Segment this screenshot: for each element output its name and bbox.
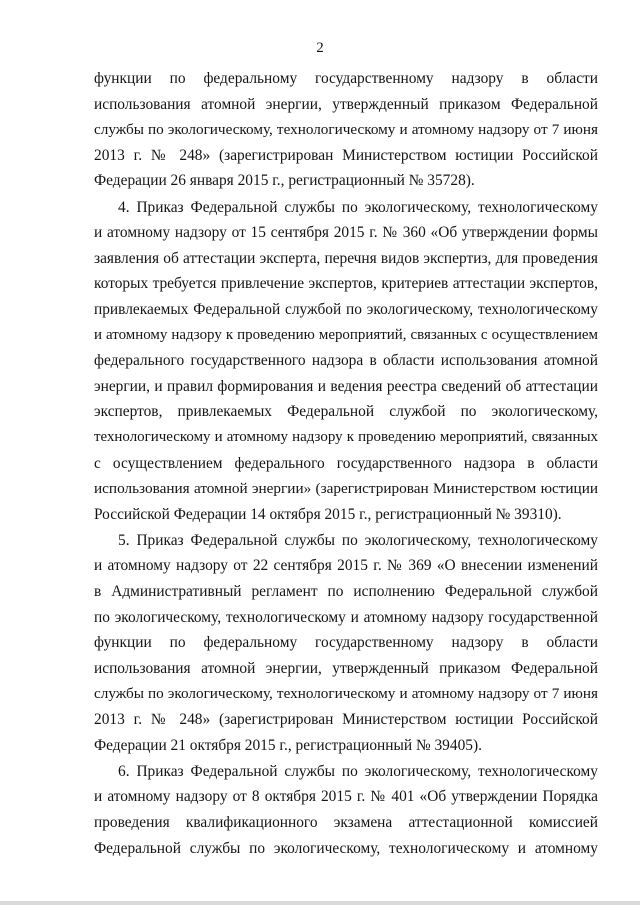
text-line: использования атомной энергии» (зарегистрирован Министерством юстиции xyxy=(94,480,598,498)
paragraph-continuation xyxy=(94,66,598,194)
page-bottom-edge xyxy=(0,901,640,905)
text-line: которых требуется привлечение экспертов, критериев аттестации экспертов, xyxy=(94,275,598,293)
text-line: и атомному надзору к проведению мероприятий, связанных с осуществлением xyxy=(94,326,598,343)
text-line: Федерации 21 октября 2015 г., регистрационный № 39405). xyxy=(94,736,482,754)
text-line: и атомному надзору от 8 октября 2015 г. № 401 «Об утверждении Порядка xyxy=(94,788,598,806)
text-line: федерального государственного надзора в области использования атомной xyxy=(94,352,598,370)
text-line: службы по экологическому, технологическому и атомному надзору от 7 июня xyxy=(94,685,598,703)
paragraph-item-6 xyxy=(94,759,598,861)
text-line: экспертов, привлекаемых Федеральной службой по экологическому, xyxy=(94,403,598,421)
text-line: Российской Федерации 14 октября 2015 г., регистрационный № 39310). xyxy=(94,505,562,523)
text-line: 4. Приказ Федеральной службы по экологическому, технологическому xyxy=(118,198,598,216)
text-line: в Административный регламент по исполнению Федеральной службой xyxy=(94,583,598,601)
text-line: функции по федеральному государственному надзору в области xyxy=(94,634,598,652)
text-line: и атомному надзору от 22 сентября 2015 г. № 369 «О внесении изменений xyxy=(94,557,598,575)
paragraph-item-4 xyxy=(94,195,598,528)
text-line: Федеральной службы по экологическому, технологическому и атомному xyxy=(94,839,598,857)
text-line: службы по экологическому, технологическому и атомному надзору от 7 июня xyxy=(94,121,598,139)
text-line: использования атомной энергии, утвержденный приказом Федеральной xyxy=(94,95,598,113)
text-line: Федерации 26 января 2015 г., регистрационный № 35728). xyxy=(94,172,475,190)
text-line: функции по федеральному государственному надзору в области xyxy=(94,70,598,87)
text-line: 6. Приказ Федеральной службы по экологическому, технологическому xyxy=(118,762,598,780)
text-line: 2013 г. № 248» (зарегистрирован Министерством юстиции Российской xyxy=(94,711,598,729)
text-line: 2013 г. № 248» (зарегистрирован Министерством юстиции Российской xyxy=(94,146,598,164)
document-body xyxy=(94,66,598,861)
text-line: 5. Приказ Федеральной службы по экологическому, технологическому xyxy=(118,531,598,549)
text-line: энергии, и правил формирования и ведения реестра сведений об аттестации xyxy=(94,377,598,395)
text-line: по экологическому, технологическому и атомному надзору государственной xyxy=(94,608,598,626)
text-line: и атомному надзору от 15 сентября 2015 г. № 360 «Об утверждении формы xyxy=(94,224,598,242)
text-line: привлекаемых Федеральной службой по экологическому, технологическому xyxy=(94,300,598,318)
text-line: технологическому и атомному надзору к проведению мероприятий, связанных xyxy=(94,428,598,445)
text-line: использования атомной энергии, утвержденный приказом Федеральной xyxy=(94,659,598,677)
paragraph-item-5 xyxy=(94,528,598,758)
text-line: проведения квалификационного экзамена аттестационной комиссией xyxy=(94,814,598,831)
text-line: с осуществлением федерального государственного надзора в области xyxy=(94,454,598,472)
text-line: заявления об аттестации эксперта, перечня видов экспертиз, для проведения xyxy=(94,249,598,267)
page-number: 2 xyxy=(316,40,324,56)
